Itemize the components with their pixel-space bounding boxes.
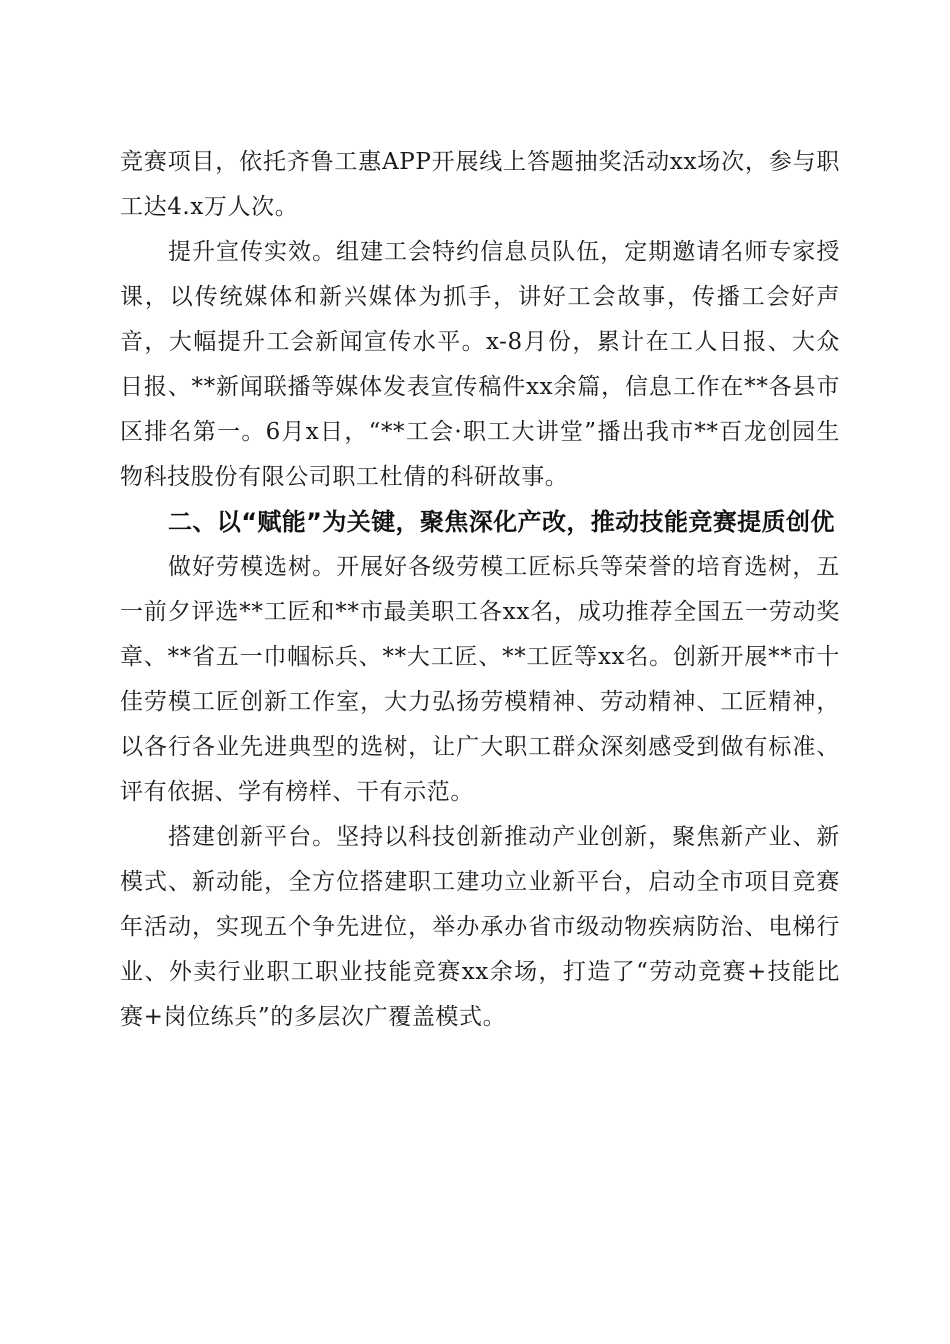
section-heading-2: 二、以“赋能”为关键，聚焦深化产改，推动技能竞赛提质创优 (168, 508, 835, 536)
paragraph-model-workers: 做好劳模选树。开展好各级劳模工匠标兵等荣誉的培育选树，五一前夕评选**工匠和**市最美职工各xx名，成功推荐全国五一劳动奖章、**省五一巾帼标兵、**大工匠、**工匠等xx名。创新开展**市十佳劳模工匠创新工作室，大力弘扬劳模精神、劳动精神、工匠精神，以各行各业先进典型的选树，让广大职工群众深刻感受到做有标准、评有依据、学有榜样、干有示范。 (120, 554, 840, 805)
paragraph-competition-continuation: 竞赛项目，依托齐鲁工惠APP开展线上答题抽奖活动xx场次，参与职工达4.x万人次。 (120, 149, 840, 220)
paragraph-publicity: 提升宣传实效。组建工会特约信息员队伍，定期邀请名师专家授课，以传统媒体和新兴媒体为抓手，讲好工会故事，传播工会好声音，大幅提升工会新闻宣传水平。x-8月份，累计在工人日报、大众日报、**新闻联播等媒体发表宣传稿件xx余篇，信息工作在**各县市区排名第一。6月x日，“**工会·职工大讲堂”播出我市**百龙创园生物科技股份有限公司职工杜倩的科研故事。 (120, 239, 840, 490)
paragraph-innovation-platform: 搭建创新平台。坚持以科技创新推动产业创新，聚焦新产业、新模式、新动能，全方位搭建职工建功立业新平台，启动全市项目竞赛年活动，实现五个争先进位，举办承办省市级动物疾病防治、电梯行业、外卖行业职工职业技能竞赛xx余场，打造了“劳动竞赛+技能比赛+岗位练兵”的多层次广覆盖模式。 (120, 824, 840, 1030)
document-body (120, 140, 840, 1040)
